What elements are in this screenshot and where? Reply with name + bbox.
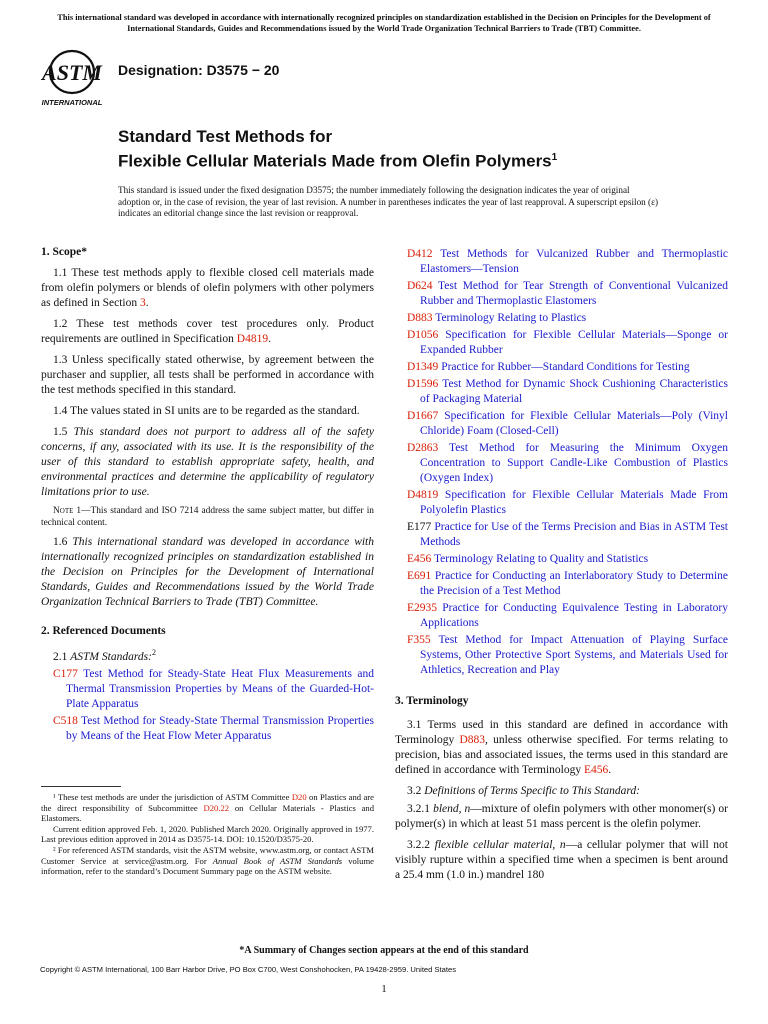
summary-of-changes-note: *A Summary of Changes section appears at the end of this standard <box>239 945 529 956</box>
terminology-heading: 3. Terminology <box>395 695 469 707</box>
list-item[interactable]: D4819 Specification for Flexible Cellular Materials Made From Polyolefin Plastics <box>407 489 728 516</box>
scope-heading: 1. Scope* <box>41 246 87 258</box>
list-item[interactable]: C518 Test Method for Steady-State Thermal Transmission Properties by Means of the Heat Flow Meter Apparatus <box>53 714 374 742</box>
page-number: 1 <box>381 983 387 995</box>
left-column <box>41 245 374 746</box>
scope-1-3: 1.3 Unless specifically stated otherwise, by agreement between the purchaser and supplier, all tests shall be performed in accordance with the test methods specified in this standard. <box>41 354 374 396</box>
section-3-link[interactable]: 3 <box>140 297 146 309</box>
d20-22-link[interactable]: D20.22 <box>203 802 230 813</box>
d883-link[interactable]: D883 <box>459 734 486 746</box>
scope-1-2: 1.2 These test methods cover test procedures only. Product requirements are outlined in Specification D4819. <box>41 318 374 345</box>
footnote-divider <box>41 786 121 787</box>
right-column <box>395 247 728 889</box>
designation: Designation: D3575 − 20 <box>118 62 280 78</box>
list-item[interactable]: E691 Practice for Conducting an Interlaboratory Study to Determine the Precision of a Test Method <box>407 570 728 597</box>
list-item[interactable]: D1056 Specification for Flexible Cellular Materials—Sponge or Expanded Rubber <box>407 329 728 356</box>
document-title <box>118 126 557 172</box>
list-item[interactable]: D1349 Practice for Rubber—Standard Conditions for Testing <box>407 361 690 373</box>
scope-1-5: 1.5 This standard does not purport to address all of the safety concerns, if any, associated with its use. It is the responsibility of the user of this standard to establish appropriate safety, health, and environmental practices and determine the applicability of regulatory limitations prior to use. <box>41 426 375 498</box>
title-line-1: Standard Test Methods for <box>118 127 333 146</box>
footnote-2: ² For referenced ASTM standards, visit the ASTM website, www.astm.org, or contact ASTM Customer Service at service@astm.org. For Annual Book of ASTM Standards volume information, refer to the standard’s Document Summary page on the ASTM website. <box>41 844 374 877</box>
list-item[interactable]: C177 Test Method for Steady-State Heat Flux Measurements and Thermal Transmission Properties by Means of the Guarded-Hot-Plate Apparatus <box>53 667 374 710</box>
footnote-1: ¹ These test methods are under the jurisdiction of ASTM Committee D20 on Plastics and are the direct responsibility of Subcommittee D20.22 on Cellular Materials - Plastics and Elastomers. <box>41 792 374 824</box>
title-footnote-mark: 1 <box>551 152 558 163</box>
scope-1-4: 1.4 The values stated in SI units are to be regarded as the standard. <box>53 405 360 417</box>
terminology-3-2-2: 3.2.2 flexible cellular material, n—a cellular polymer that will not visibly rupture within a specified time when a specimen is bent around a 25.4 mm (1.0 in.) mandrel 180 <box>395 839 728 881</box>
standard-issue-notice: This standard is issued under the fixed designation D3575; the number immediately following the designation indicates the year of original adoption or, in the case of revision, the year of last revision. A number in parentheses indicates the year of last reapproval. A superscript epsilon (ε) indicates an editorial change since the last revision or reapproval. <box>118 185 659 219</box>
list-item[interactable]: D1667 Specification for Flexible Cellular Materials—Poly (Vinyl Chloride) Foam (Closed-Cell) <box>407 410 728 437</box>
scope-1-6: 1.6 This international standard was developed in accordance with internationally recognized principles on standardization established in the Decision on Principles for the Development of International Standards, Guides and Recommendations issued by the World Trade Organization Technical Barriers to Trade (TBT) Committee. <box>41 536 375 608</box>
top-notice: This international standard was developed in accordance with internationally recognized principles on standardization established in the Decision on Principles for the Development of International Standards, Guides and Recommendations issued by the World Trade Organization Technical Barriers to Trade (TBT) Committee. <box>57 13 711 33</box>
list-item[interactable]: E2935 Practice for Conducting Equivalence Testing in Laboratory Applications <box>407 602 728 629</box>
list-item[interactable]: D1596 Test Method for Dynamic Shock Cushioning Characteristics of Packaging Material <box>407 378 728 405</box>
copyright: Copyright © ASTM International, 100 Barr Harbor Drive, PO Box C700, West Conshohocken, PA 19428-2959. United States <box>40 965 457 974</box>
astm-logo <box>40 49 110 109</box>
svg-text:ASTM: ASTM <box>42 60 102 85</box>
e456-link[interactable]: E456 <box>584 764 609 776</box>
astm-standards-label: 2.1 ASTM Standards:$^2$ <box>53 648 156 663</box>
list-item[interactable]: D412 Test Methods for Vulcanized Rubber and Thermoplastic Elastomers—Tension <box>407 248 728 275</box>
svg-text:INTERNATIONAL: INTERNATIONAL <box>41 98 103 107</box>
terminology-3-1: 3.1 Terms used in this standard are defined in accordance with Terminology D883, unless otherwise specified. For terms relating to precision, bias and associated issues, the terms used in this standard are defined in accordance with Terminology E456. <box>395 719 728 776</box>
d20-link[interactable]: D20 <box>291 792 307 802</box>
note-1: Note 1—This standard and ISO 7214 address the same subject matter, but differ in technical content. <box>41 506 374 528</box>
footnote-1-edition: Current edition approved Feb. 1, 2020. Published March 2020. Originally approved in 1977. Last previous edition approved in 2014 as D3575-14. DOI: 10.1520/D3575-20. <box>41 823 374 845</box>
list-item[interactable]: F355 Test Method for Impact Attenuation of Playing Surface Systems, Other Protective Sport Systems, and Materials Used for Athletics, Recreation and Play <box>407 634 728 676</box>
d4819-link[interactable]: D4819 <box>236 333 269 345</box>
title-line-2: Flexible Cellular Materials Made from Olefin Polymers$^1$ <box>118 151 558 171</box>
list-item[interactable]: D624 Test Method for Tear Strength of Conventional Vulcanized Rubber and Thermoplastic Elastomers <box>407 280 728 307</box>
list-item[interactable]: D2863 Test Method for Measuring the Minimum Oxygen Concentration to Support Candle-Like Combustion of Plastics (Oxygen Index) <box>407 442 728 484</box>
list-item[interactable]: E177 Practice for Use of the Terms Precision and Bias in ASTM Test Methods <box>407 521 728 548</box>
terminology-3-2-1: 3.2.1 blend, n—mixture of olefin polymers with other monomer(s) or polymer(s) in which at least 51 mass percent is the olefin polymer. <box>395 803 728 830</box>
scope-1-1: 1.1 These test methods apply to flexible closed cell materials made from olefin polymers or blends of olefin polymers with other polymers as defined in Section 3. <box>41 267 374 309</box>
terminology-3-2: 3.2 Definitions of Terms Specific to This Standard: <box>407 785 640 797</box>
list-item[interactable]: D883 Terminology Relating to Plastics <box>407 312 587 324</box>
list-item[interactable]: E456 Terminology Relating to Quality and Statistics <box>407 553 649 565</box>
footnotes <box>41 792 374 877</box>
referenced-documents-heading: 2. Referenced Documents <box>41 625 166 637</box>
